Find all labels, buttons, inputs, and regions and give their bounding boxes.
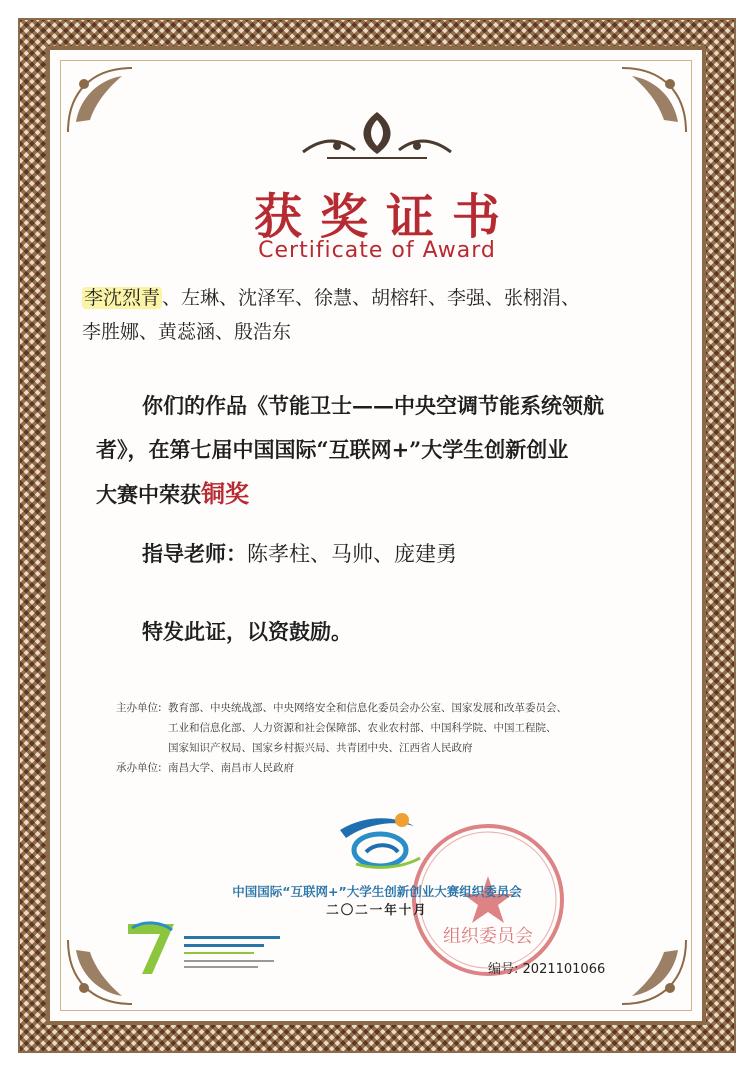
advisors-label: 指导老师： <box>142 541 247 566</box>
undertake-value: 南昌大学、南昌市人民政府 <box>168 762 294 774</box>
seal-text: 组织委员会 <box>443 926 533 947</box>
serial-label: 编号: <box>488 962 519 977</box>
corner-ornament-top-left-icon <box>62 62 142 142</box>
certificate-subtitle: Certificate of Award <box>258 238 496 263</box>
body-line-2: 者》，在第七届中国国际“互联网+”大学生创新创业 <box>96 437 569 462</box>
corner-ornament-top-right-icon <box>612 62 692 142</box>
advisors-names: 陈孝柱、马帅、庞建勇 <box>247 542 457 566</box>
undertake-label: 承办单位: <box>116 762 162 774</box>
body-line-3-prefix: 大赛中荣获 <box>96 482 201 507</box>
host-line-1: 教育部、中央统战部、中央网络安全和信息化委员会办公室、国家发展和改革委员会、 <box>168 702 567 714</box>
serial-value: 2021101066 <box>522 962 606 977</box>
body-line-3 <box>96 472 676 517</box>
recipient-names-line1 <box>82 281 682 315</box>
host-line-2: 工业和信息化部、人力资源和社会保障部、农业农村部、中国科学院、中国工程院、 <box>168 722 557 734</box>
organizers-block <box>116 698 676 778</box>
recipient-names-line2: 李胜娜、黄蕊涵、殷浩东 <box>82 321 292 343</box>
award-level: 铜奖 <box>201 479 249 508</box>
closing-line: 特发此证，以资鼓励。 <box>142 619 352 644</box>
issue-date: 二〇二一年十月 <box>326 902 428 917</box>
serial-number <box>488 958 605 977</box>
recipient-names-rest: 、左琳、沈泽军、徐慧、胡榕轩、李强、张栩涓、 <box>162 287 581 309</box>
body-line-1: 你们的作品《节能卫士——中央空调节能系统领航 <box>142 393 604 418</box>
committee-name: 中国国际“互联网+”大学生创新创业大赛组织委员会 <box>232 884 522 899</box>
host-label: 主办单位: <box>116 702 162 714</box>
advisors-line <box>142 532 722 576</box>
top-center-ornament-icon <box>297 106 457 162</box>
certificate-title: 获奖证书 <box>253 189 518 245</box>
highlighted-recipient-name: 李沈烈青 <box>84 287 161 309</box>
seventh-competition-logo-icon <box>122 918 292 978</box>
host-line-3: 国家知识产权局、国家乡村振兴局、共青团中央、江西省人民政府 <box>168 742 473 754</box>
corner-ornament-bottom-right-icon <box>612 930 692 1010</box>
